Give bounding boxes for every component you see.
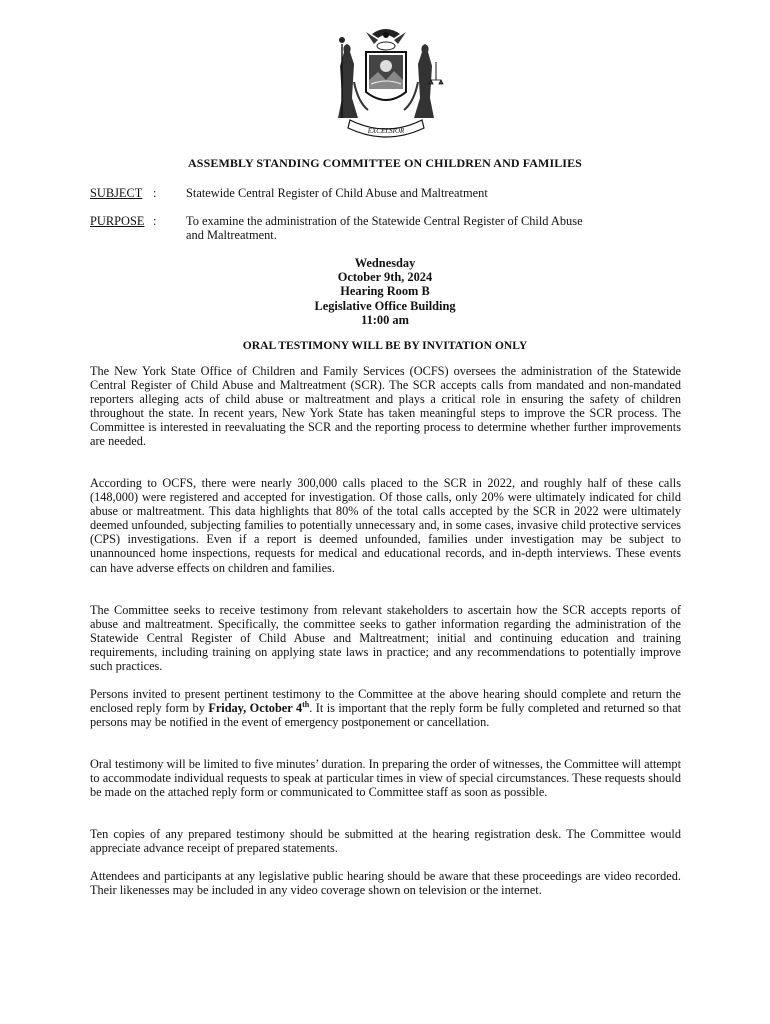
hearing-room: Hearing Room B — [340, 284, 430, 299]
subject-label: SUBJECT — [90, 186, 143, 200]
purpose-label: PURPOSE — [90, 214, 145, 228]
paragraph-prepared-copies: Ten copies of any prepared testimony should be submitted at the hearing registration desk. The Committee would appreciate advance receipt of prepared statements. — [90, 827, 681, 856]
seal-motto: EXCELSIOR — [367, 127, 405, 135]
subject-value: Statewide Central Register of Child Abuse and Maltreatment — [186, 186, 488, 200]
reply-deadline: Friday, October 4th — [208, 700, 310, 716]
paragraph-oral-testimony: Oral testimony will be limited to five minutes’ duration. In preparing the order of witnesses, the Committee will attempt to accommodate individual requests to speak at particular times in view of special circumstances. These requests should be made on the attached reply form or communicated to Committee staff as soon as possible. — [90, 757, 681, 800]
hearing-date: October 9th, 2024 — [337, 270, 433, 285]
paragraph-reply-form: Persons invited to present pertinent testimony to the Committee at the above hearing should complete and return the enclosed reply form by Friday, October 4th. It is important that the reply form be fully completed and returned so that persons may be notified in the event of emergency postponement or cancellation. — [90, 687, 681, 730]
hearing-building: Legislative Office Building — [314, 298, 456, 313]
invitation-notice: ORAL TESTIMONY WILL BE BY INVITATION ONLY — [242, 339, 528, 352]
committee-title: ASSEMBLY STANDING COMMITTEE ON CHILDREN AND FAMILIES — [188, 156, 582, 170]
paragraph-video-notice: Attendees and participants at any legislative public hearing should be aware that these proceedings are video recorded. Their likenesses may be included in any video coverage shown on television or the internet. — [90, 869, 681, 898]
paragraph-background: The New York State Office of Children and Family Services (OCFS) oversees the administration of the Statewide Central Register of Child Abuse and Maltreatment (SCR). The SCR accepts calls from mandated and non-mandated reporters alleging acts of child abuse or maltreatment and plays a critical role in ensuring the safety of children throughout the state. In recent years, New York State has taken meaningful steps to improve the SCR process. The Committee is interested in reevaluating the SCR and the reporting process to determine whether further improvements are needed. — [90, 364, 681, 449]
purpose-line-1: To examine the administration of the Statewide Central Register of Child Abuse — [186, 214, 583, 228]
paragraph-statistics: According to OCFS, there were nearly 300,000 calls placed to the SCR in 2022, and roughly half of these calls (148,000) were registered and accepted for investigation. Of those calls, only 20% were ultimately indicated for child abuse or maltreatment. This data highlights that 80% of the total calls accepted by the SCR in 2022 were ultimately deemed unfounded, subjecting families to potentially unnecessary and, in some cases, invasive child protective services (CPS) investigations. Even if a report is deemed unfounded, families under investigation may be subject to unannounced home inspections, requests for medical and educational records, and in-depth interviews. These events can have adverse effects on children and families. — [90, 476, 681, 575]
purpose-colon: : — [153, 214, 157, 228]
hearing-details — [0, 256, 770, 327]
hearing-time: 11:00 am — [361, 312, 409, 327]
hearing-day: Wednesday — [354, 256, 416, 270]
subject-colon: : — [153, 186, 157, 200]
paragraph-committee-goals: The Committee seeks to receive testimony from relevant stakeholders to ascertain how the SCR accepts reports of abuse and maltreatment. Specifically, the committee seeks to gather information regarding the administration of the Statewide Central Register of Child Abuse and Maltreatment; initial and continuing education and training requirements, including training on applying state laws in practice; and any recommendations to potentially improve such practices. — [90, 603, 681, 674]
new-york-state-seal-icon — [328, 22, 444, 140]
purpose-line-2: and Maltreatment. — [186, 228, 277, 242]
